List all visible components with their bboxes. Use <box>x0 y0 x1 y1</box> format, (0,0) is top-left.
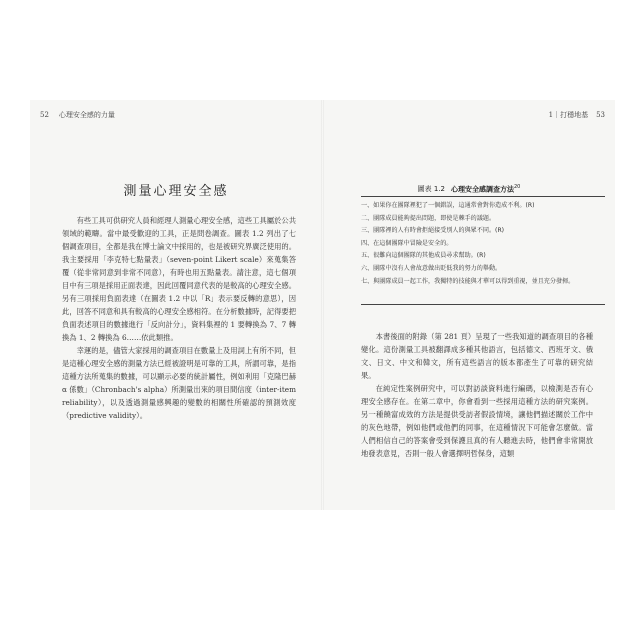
survey-item: 五、很難向這個團隊的其他成員尋求幫助。(R) <box>361 252 486 260</box>
survey-item: 一、如果你在團隊裡犯了一個錯誤，這通常會對你造成不利。(R) <box>361 202 535 209</box>
left-running-head <box>40 110 115 120</box>
figure-bottom-rule <box>361 304 605 305</box>
figure-caption <box>323 184 615 194</box>
survey-item: 三、團隊裡的人有時會拒絕接受別人的與眾不同。(R) <box>361 227 505 235</box>
right-page <box>323 100 615 510</box>
right-running-head-title: 1｜打穩地基 <box>548 111 589 119</box>
left-page-number: 52 <box>40 111 49 119</box>
figure-label: 圖表 1.2 <box>417 185 445 194</box>
book-spread <box>30 100 615 510</box>
survey-item: 六、團隊中沒有人會故意做出貶低我的努力的舉動。 <box>361 264 502 272</box>
right-page-number: 53 <box>596 111 605 119</box>
figure-title: 心理安全感調查方法 <box>450 185 514 194</box>
right-paragraph: 在純定性案例研究中，可以對訪談資料進行編碼，以檢測是否有心理安全感存在。在第二章中，你會看到一些採用這種方法的研究案例。另一種饒富成效的方法是提供受訪者假設情境，讓他們描述關於工作中的灰色地帶，例如他們或他們的同事，在這種情況下可能會怎麼做。當人們相信自己的答案會受到保護且真的有人聽進去時，他們會非常開放地發表意見，否則一般人會選擇明哲保身，這類 <box>361 384 593 458</box>
section-title: 測量心理安全感 <box>123 184 229 199</box>
left-paragraph: 幸運的是，儘管大家採用的調查項目在數量上及用詞上有所不同，但是這種心理安全感的測量方法已經被證明是可靠的工具，所謂可靠，是指這種方法所蒐集的數據，可以顯示必要的統計屬性，例如利用「克隆巴赫 α 係數」（Chronbach's alpha）所測量出來的項目間信度（inter-item reliability），以及透過測量感興趣的變數的相關性所確認的預測效度（predictive validity）。 <box>62 346 296 420</box>
left-page <box>30 100 322 510</box>
right-running-head <box>549 110 605 120</box>
left-running-head-title: 心理安全感的力量 <box>58 111 115 119</box>
right-paragraph: 本書後面的附錄（第 281 頁）呈現了一些我知道的調查項目的各種變化。這份測量工具被翻譯成多種其他語言，包括德文、西班牙文、俄文、日文、中文和韓文，所有這些語言的版本都產生了可靠的研究結果。 <box>361 332 593 380</box>
survey-item: 七、與團隊成員一起工作，我獨特的技能與才華可以得到重視，並且充分發揮。 <box>361 277 575 285</box>
survey-item: 二、團隊成員能夠提出問題，即使是棘手的議題。 <box>361 214 496 222</box>
right-body-text <box>361 330 593 460</box>
survey-item: 四、在這個團隊中冒險是安全的。 <box>361 239 453 247</box>
left-body-text <box>62 214 296 422</box>
left-paragraph: 有些工具可供研究人員和經理人測量心理安全感，這些工具屬於公共領域的範疇。當中最受歡迎的工具，正是問卷調查。圖表 1.2 列出了七個調查項目，全都是我在博士論文中採用的，也是被研究界廣泛使用的。我主要採用「李克特七點量表」（seven-point Likert scale）來蒐集答覆（從非常同意到非常不同意），有時也用五點量表。請注意，這七個項目中有三項是採用正面表達，因此回覆同意代表的是較高的心理安全感。另有三項採用負面表達（在圖表 1.2 中以「R」表示要反轉的意思），因此，回答不同意和具有較高的心理安全感相符。在分析數據時，記得要把負面表述項目的數據進行「反向計分」，資料集裡的 1 要轉換為 7、7 轉換為 1、2 轉換為 6……依此類推。 <box>62 216 296 342</box>
figure-top-rule <box>361 196 605 197</box>
survey-item-list <box>361 200 605 288</box>
figure-note-ref: 20 <box>513 184 521 190</box>
